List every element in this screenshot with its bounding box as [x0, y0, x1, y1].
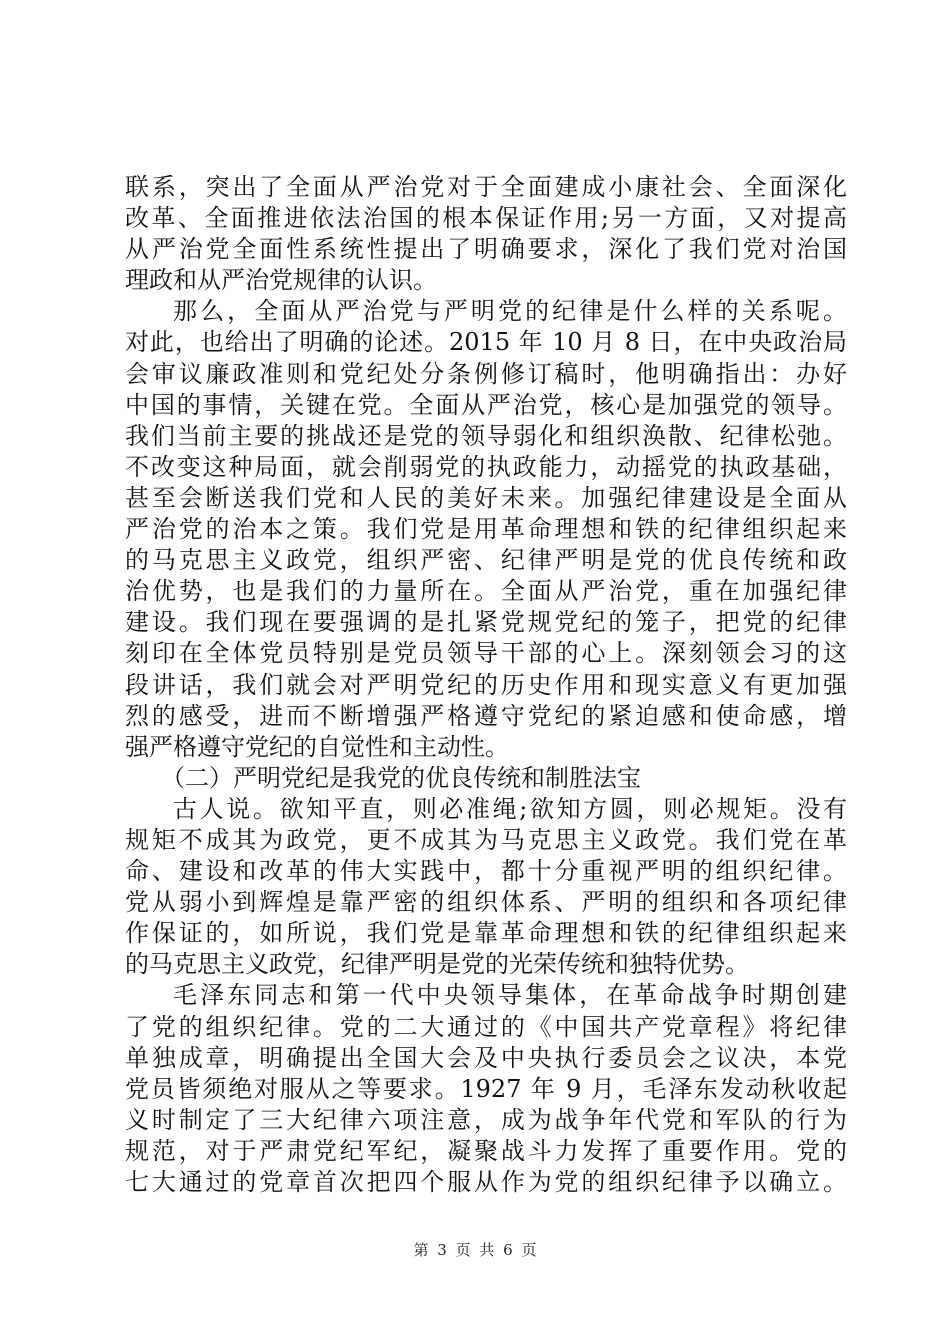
page-footer	[0, 1240, 950, 1260]
text-line: 治优势，也是我们的力量所在。全面从严治党，重在加强纪律	[125, 577, 847, 606]
text-line: 甚至会断送我们党和人民的美好未来。加强纪律建设是全面从	[125, 483, 847, 512]
text-line: 规矩不成其为政党，更不成其为马克思主义政党。我们党在革	[125, 825, 847, 854]
text-line: 对此，也给出了明确的论述。2015 年 10 月 8 日，在中央政治局	[125, 328, 847, 357]
text-line: 改革、全面推进依法治国的根本保证作用;另一方面，又对提高	[125, 204, 847, 233]
text-line: 义时制定了三大纪律六项注意，成为战争年代党和军队的行为	[125, 1105, 847, 1134]
text-line: 命、建设和改革的伟大实践中，都十分重视严明的组织纪律。	[125, 857, 847, 886]
text-line: 毛泽东同志和第一代中央领导集体，在革命战争时期创建	[173, 981, 847, 1010]
text-line: 古人说。欲知平直，则必准绳;欲知方圆，则必规矩。没有	[173, 794, 847, 823]
text-line: 联系，突出了全面从严治党对于全面建成小康社会、全面深化	[125, 173, 847, 201]
text-line: 党从弱小到辉煌是靠严密的组织体系、严明的组织和各项纪律	[125, 888, 847, 917]
text-line: 段讲话，我们就会对严明党纪的历史作用和现实意义有更加强	[125, 670, 847, 699]
text-line: 作保证的，如所说，我们党是靠革命理想和铁的纪律组织起来	[125, 919, 847, 948]
text-line: 烈的感受，进而不断增强严格遵守党纪的紧迫感和使命感，增	[125, 701, 847, 730]
text-line: 从严治党全面性系统性提出了明确要求，深化了我们党对治国	[125, 235, 847, 264]
text-line: 严治党的治本之策。我们党是用革命理想和铁的纪律组织起来	[125, 515, 847, 544]
text-line: 我们当前主要的挑战还是党的领导弱化和组织涣散、纪律松弛。	[125, 421, 847, 450]
text-line: 不改变这种局面，就会削弱党的执政能力，动摇党的执政基础，	[125, 452, 847, 481]
text-line: 的马克思主义政党，纪律严明是党的光荣传统和独特优势。	[125, 950, 749, 979]
text-line: 那么，全面从严治党与严明党的纪律是什么样的关系呢。	[173, 297, 847, 326]
document-body	[125, 172, 847, 1198]
text-line: 会审议廉政准则和党纪处分条例修订稿时，他明确指出：办好	[125, 359, 847, 388]
text-line: 强严格遵守党纪的自觉性和主动性。	[125, 732, 509, 761]
page-number-label: 第 3 页 共 6 页	[413, 1241, 537, 1259]
text-line: 建设。我们现在要强调的是扎紧党规党纪的笼子，把党的纪律	[125, 608, 847, 637]
section-heading: （二）严明党纪是我党的优良传统和制胜法宝	[161, 763, 641, 792]
text-line: 单独成章，明确提出全国大会及中央执行委员会之议决，本党	[125, 1043, 847, 1072]
text-line: 理政和从严治党规律的认识。	[125, 266, 437, 295]
text-line: 了党的组织纪律。党的二大通过的《中国共产党章程》将纪律	[125, 1012, 847, 1041]
text-line: 七大通过的党章首次把四个服从作为党的组织纪律予以确立。	[125, 1168, 847, 1196]
text-line: 规范，对于严肃党纪军纪，凝聚战斗力发挥了重要作用。党的	[125, 1136, 847, 1165]
text-line: 中国的事情，关键在党。全面从严治党，核心是加强党的领导。	[125, 390, 847, 419]
text-line: 的马克思主义政党，组织严密、纪律严明是党的优良传统和政	[125, 546, 847, 575]
text-line: 党员皆须绝对服从之等要求。1927 年 9 月，毛泽东发动秋收起	[125, 1074, 847, 1103]
text-line: 刻印在全体党员特别是党员领导干部的心上。深刻领会习的这	[125, 639, 847, 668]
